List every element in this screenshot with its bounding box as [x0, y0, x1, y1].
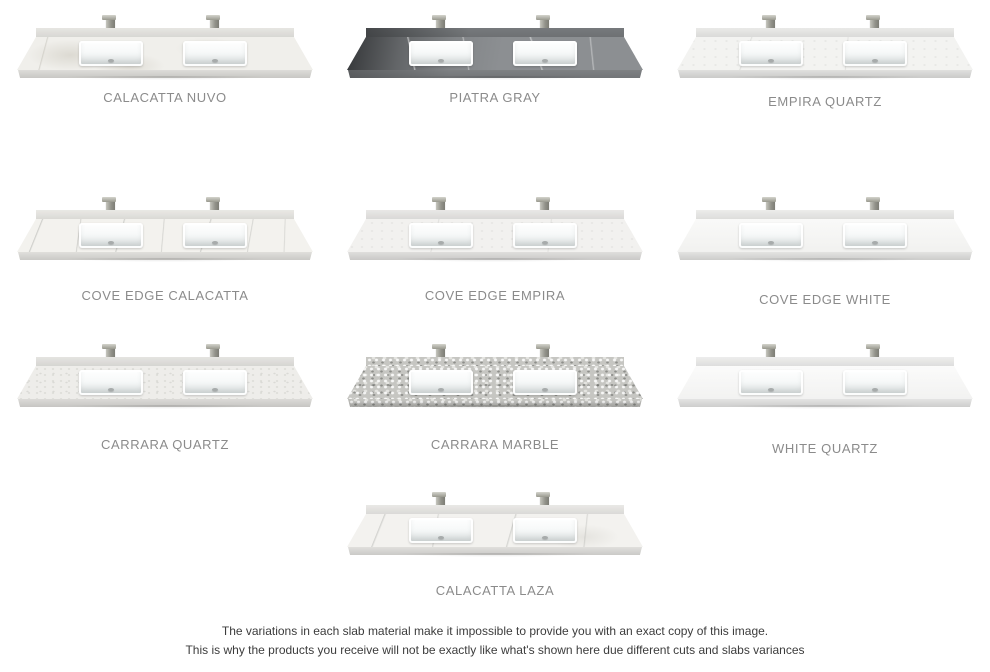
backsplash	[36, 210, 294, 219]
sink-basin-right	[183, 41, 247, 66]
sink-basin-left	[409, 41, 473, 66]
sink-basin-right	[513, 223, 577, 248]
countertop-front-edge	[18, 399, 312, 407]
drain-right	[542, 388, 548, 391]
product-label: PIATRA GRAY	[449, 90, 541, 105]
countertop-deck	[17, 366, 313, 399]
product-label: COVE EDGE CALACATTA	[81, 288, 249, 303]
countertop-deck	[677, 366, 973, 399]
countertop-deck	[17, 219, 313, 252]
disclaimer	[0, 622, 990, 660]
product-tile	[0, 332, 330, 482]
sink-basin-right	[513, 370, 577, 395]
drain-right	[872, 388, 878, 391]
countertop-front-edge	[678, 70, 972, 78]
drain-right	[212, 241, 218, 244]
product-tile	[0, 180, 330, 332]
product-tile	[330, 0, 660, 180]
drain-left	[108, 59, 114, 62]
countertop-photo	[677, 344, 973, 410]
countertop-front-edge	[348, 70, 642, 78]
product-tile	[330, 482, 660, 614]
countertop-photo	[677, 197, 973, 263]
countertop-front-edge	[348, 399, 642, 407]
sink-basin-right	[183, 223, 247, 248]
sink-basin-right	[183, 370, 247, 395]
backsplash	[36, 357, 294, 366]
sink-basin-left	[79, 223, 143, 248]
countertop-photo	[347, 492, 643, 558]
drain-left	[768, 241, 774, 244]
drain-left	[768, 388, 774, 391]
sink-basin-left	[409, 223, 473, 248]
product-tile	[660, 180, 990, 332]
drain-right	[872, 241, 878, 244]
sink-basin-left	[79, 370, 143, 395]
countertop-deck	[677, 219, 973, 252]
countertop-deck	[17, 37, 313, 70]
countertop-front-edge	[18, 252, 312, 260]
drain-right	[542, 59, 548, 62]
drain-right	[212, 59, 218, 62]
countertop-photo	[347, 344, 643, 410]
product-label: WHITE QUARTZ	[772, 441, 878, 456]
product-label: COVE EDGE EMPIRA	[424, 288, 566, 303]
countertop-photo	[17, 15, 313, 81]
drain-left	[108, 241, 114, 244]
product-label: CALACATTA LAZA	[435, 583, 555, 598]
backsplash	[366, 28, 624, 37]
drain-left	[438, 536, 444, 539]
countertop-photo	[347, 197, 643, 263]
backsplash	[36, 28, 294, 37]
countertop-front-edge	[678, 399, 972, 407]
countertop-front-edge	[18, 70, 312, 78]
sink-basin-left	[739, 370, 803, 395]
sink-basin-left	[79, 41, 143, 66]
product-tile	[660, 332, 990, 482]
drain-right	[542, 536, 548, 539]
sink-basin-right	[513, 41, 577, 66]
sink-basin-left	[739, 223, 803, 248]
sink-basin-right	[843, 370, 907, 395]
countertop-deck	[347, 37, 643, 70]
product-label: CALACATTA NUVO	[103, 90, 227, 105]
countertop-photo	[17, 344, 313, 410]
disclaimer-line-1: The variations in each slab material make it impossible to provide you with an exact copy of this image.	[221, 624, 769, 638]
drain-right	[542, 241, 548, 244]
sink-basin-left	[409, 518, 473, 543]
drain-left	[438, 59, 444, 62]
backsplash	[696, 210, 954, 219]
backsplash	[696, 28, 954, 37]
countertop-deck	[347, 219, 643, 252]
product-label: CARRARA QUARTZ	[100, 437, 230, 452]
backsplash	[366, 210, 624, 219]
countertop-front-edge	[348, 547, 642, 555]
countertop-front-edge	[678, 252, 972, 260]
countertop-photo	[17, 197, 313, 263]
countertop-deck	[677, 37, 973, 70]
drain-right	[212, 388, 218, 391]
product-tile	[330, 332, 660, 482]
product-label: CARRARA MARBLE	[430, 437, 560, 452]
product-label: EMPIRA QUARTZ	[768, 94, 882, 109]
disclaimer-line-2: This is why the products you receive will not be exactly like what's shown here due different cuts and slabs variances	[185, 642, 805, 657]
sink-basin-left	[739, 41, 803, 66]
sink-basin-right	[513, 518, 577, 543]
product-label: COVE EDGE WHITE	[759, 292, 891, 307]
backsplash	[696, 357, 954, 366]
drain-left	[438, 388, 444, 391]
countertop-photo	[347, 15, 643, 81]
countertop-front-edge	[348, 252, 642, 260]
product-tile	[660, 0, 990, 180]
product-tile	[330, 180, 660, 332]
sink-basin-right	[843, 41, 907, 66]
countertop-deck	[347, 514, 643, 547]
backsplash	[366, 357, 624, 366]
drain-right	[872, 59, 878, 62]
drain-left	[768, 59, 774, 62]
product-tile	[0, 0, 330, 180]
sink-basin-right	[843, 223, 907, 248]
countertop-photo	[677, 15, 973, 81]
drain-left	[108, 388, 114, 391]
sink-basin-left	[409, 370, 473, 395]
drain-left	[438, 241, 444, 244]
countertop-deck	[347, 366, 643, 399]
backsplash	[366, 505, 624, 514]
